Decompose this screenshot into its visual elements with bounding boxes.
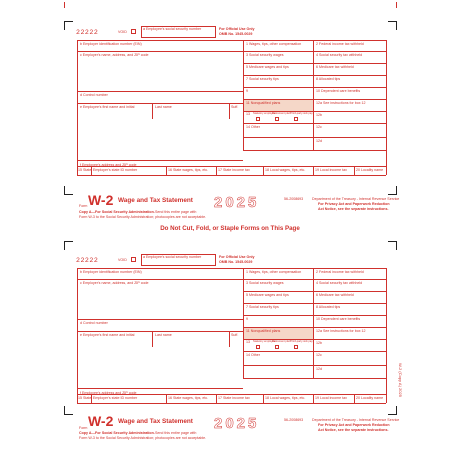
copy-a-label: Copy A—For Social Security Administration.: [79, 210, 155, 214]
grid-line: [77, 319, 243, 320]
privacy-notice: For Privacy Act and Paperwork Reduction: [318, 202, 390, 206]
grid-line: [216, 394, 217, 403]
box11-label: 11 Nonqualified plans: [246, 329, 281, 333]
void-checkbox[interactable]: [131, 257, 136, 262]
form-title: Wage and Tax Statement: [118, 418, 193, 425]
employee-last-name-label: Last name: [155, 333, 172, 337]
catalog-number: 56-2008693: [284, 418, 304, 422]
official-use-label: For Official Use Only: [219, 255, 255, 259]
copy-a-instructions: Form W-3 to the Social Security Administration; photocopies are not acceptable.: [79, 436, 207, 440]
box12a-label: 12a See instructions for box 12: [316, 329, 366, 333]
grid-line: [229, 331, 230, 347]
tax-year: 2025: [214, 194, 260, 211]
void-label: VOID: [118, 258, 127, 262]
do-not-cut-notice: Do Not Cut, Fold, or Staple Forms on This Page: [160, 225, 300, 232]
box12a-label: 12a See instructions for box 12: [316, 101, 366, 105]
copy-a-send: Send this entire page with: [155, 431, 197, 435]
box10-label: 10 Dependent care benefits: [316, 317, 361, 321]
w2-form-top: [0, 0, 460, 225]
employer-label: c Employer's name, address, and ZIP code: [80, 53, 149, 57]
box13-label: 13: [246, 112, 250, 116]
grid-line: [313, 268, 314, 378]
box11-label: 11 Nonqualified plans: [246, 101, 281, 105]
grid-line: [166, 394, 167, 403]
grid-line: [243, 268, 244, 378]
statutory-employee-label: Statutory employee: [253, 340, 276, 343]
box1-label: 1 Wages, tips, other compensation: [246, 42, 302, 46]
ssn-label: a Employee's social security number: [143, 255, 202, 259]
box12b-label: 12b: [316, 341, 322, 345]
state-id-label: Employer's state ID number: [93, 168, 138, 172]
grid-line: [216, 166, 217, 175]
box8-label: 8 Allocated tips: [316, 77, 341, 81]
grid-line: [77, 268, 386, 269]
box3-label: 3 Social security wages: [246, 281, 284, 285]
grid-line: [243, 378, 386, 379]
grid-line: [243, 365, 386, 366]
grid-line: [354, 166, 355, 175]
form-code: 22222: [76, 257, 99, 264]
grid-line: [243, 303, 386, 304]
box8-label: 8 Allocated tips: [316, 305, 341, 309]
crop-mark: [64, 186, 73, 195]
statutory-employee-checkbox[interactable]: [256, 345, 260, 349]
void-label: VOID: [118, 30, 127, 34]
crop-mark: [388, 186, 397, 195]
tax-year: 2025: [214, 415, 260, 432]
ein-label: b Employer identification number (EIN): [80, 270, 142, 274]
box18-label: 18 Local wages, tips, etc.: [265, 168, 306, 172]
box4-label: 4 Social security tax withheld: [316, 53, 363, 57]
grid-line: [386, 268, 387, 403]
grid-line: [77, 394, 386, 395]
grid-line: [313, 166, 314, 175]
retirement-plan-label: Retirement plan: [272, 340, 291, 343]
box12c-label: 12c: [316, 353, 322, 357]
box12b-label: 12b: [316, 113, 322, 117]
box20-label: 20 Locality name: [356, 396, 384, 400]
box7-label: 7 Social security tips: [246, 305, 279, 309]
grid-line: [243, 351, 386, 352]
copy-a-send: Send this entire page with: [155, 210, 197, 214]
grid-line: [77, 331, 243, 332]
third-party-sick-pay-checkbox[interactable]: [294, 117, 298, 121]
official-use-label: For Official Use Only: [219, 27, 255, 31]
state-id-label: Employer's state ID number: [93, 396, 138, 400]
grid-line: [243, 150, 386, 151]
employer-field[interactable]: [77, 51, 243, 91]
grid-line: [243, 40, 244, 150]
grid-line: [77, 268, 78, 403]
statutory-employee-label: Statutory employee: [253, 112, 276, 115]
ssn-label: a Employee's social security number: [143, 27, 202, 31]
third-party-sick-pay-label: Third-party sick pay: [290, 340, 313, 343]
crop-mark: [388, 241, 397, 250]
treasury-label: Department of the Treasury - Internal Revenue Service: [312, 418, 400, 422]
box13-label: 13: [246, 340, 250, 344]
box16-label: 16 State wages, tips, etc.: [168, 396, 209, 400]
copy-a-label: Copy A—For Social Security Administration.: [79, 431, 155, 435]
box19-label: 19 Local income tax: [315, 168, 347, 172]
grid-line: [263, 394, 264, 403]
grid-line: [243, 87, 386, 88]
employee-suffix-label: Suff.: [231, 105, 239, 109]
grid-line: [386, 40, 387, 175]
retirement-plan-checkbox[interactable]: [275, 345, 279, 349]
box18-label: 18 Local wages, tips, etc.: [265, 396, 306, 400]
grid-line: [243, 75, 386, 76]
side-form-code: W-2 (Copy A) 2025: [398, 363, 403, 397]
grid-line: [313, 40, 314, 150]
grid-line: [263, 166, 264, 175]
grid-line: [77, 279, 243, 280]
catalog-number: 56-2008693: [284, 197, 304, 201]
box20-label: 20 Locality name: [356, 168, 384, 172]
crop-mark: [64, 241, 73, 250]
box17-label: 17 State income tax: [218, 168, 250, 172]
form-number: W-2: [88, 192, 114, 208]
void-checkbox[interactable]: [131, 29, 136, 34]
form-number: W-2: [88, 413, 114, 429]
box2-label: 2 Federal income tax withheld: [316, 42, 364, 46]
employee-name-field[interactable]: [77, 103, 243, 160]
grid-line: [243, 137, 386, 138]
treasury-label: Department of the Treasury - Internal Revenue Service: [312, 197, 400, 201]
control-number-label: d Control number: [80, 93, 108, 97]
grid-line: [77, 388, 243, 389]
perforation-mark: [64, 2, 65, 8]
employee-address-label: f Employee's address and ZIP code: [80, 391, 137, 395]
form-label: Form: [79, 426, 88, 430]
employee-first-name-label: e Employee's first name and initial: [80, 333, 135, 337]
box4-label: 4 Social security tax withheld: [316, 281, 363, 285]
grid-line: [77, 166, 386, 167]
employee-address-label: f Employee's address and ZIP code: [80, 163, 137, 167]
copy-a-instructions: Form W-3 to the Social Security Administration; photocopies are not acceptable.: [79, 215, 207, 219]
grid-line: [243, 123, 386, 124]
control-number-field[interactable]: [77, 91, 243, 103]
statutory-employee-checkbox[interactable]: [256, 117, 260, 121]
crop-mark: [64, 406, 73, 415]
grid-line: [354, 394, 355, 403]
privacy-notice-2: Act Notice, see the separate instructions.: [318, 428, 389, 432]
box10-label: 10 Dependent care benefits: [316, 89, 361, 93]
grid-line: [152, 331, 153, 347]
privacy-notice: For Privacy Act and Paperwork Reduction: [318, 423, 390, 427]
box1-label: 1 Wages, tips, other compensation: [246, 270, 302, 274]
crop-mark: [388, 21, 397, 30]
grid-line: [243, 51, 386, 52]
ein-label: b Employer identification number (EIN): [80, 42, 142, 46]
omb-number: OMB No. 1545-0029: [219, 260, 253, 264]
form-title: Wage and Tax Statement: [118, 197, 193, 204]
grid-line: [243, 291, 386, 292]
box2-label: 2 Federal income tax withheld: [316, 270, 364, 274]
retirement-plan-checkbox[interactable]: [275, 117, 279, 121]
privacy-notice-2: Act Notice, see the separate instructions.: [318, 207, 389, 211]
box3-label: 3 Social security wages: [246, 53, 284, 57]
crop-mark: [388, 406, 397, 415]
employee-last-name-label: Last name: [155, 105, 172, 109]
form-label: Form: [79, 204, 88, 208]
box7-label: 7 Social security tips: [246, 77, 279, 81]
grid-line: [77, 160, 243, 161]
box12c-label: 12c: [316, 125, 322, 129]
box5-label: 5 Medicare wages and tips: [246, 65, 289, 69]
grid-line: [166, 166, 167, 175]
box19-label: 19 Local income tax: [315, 396, 347, 400]
employee-first-name-label: e Employee's first name and initial: [80, 105, 135, 109]
box15-label: 15 State: [78, 396, 92, 400]
w2-form-bottom: [0, 233, 460, 460]
box12d-label: 12d: [316, 367, 322, 371]
omb-number: OMB No. 1545-0029: [219, 32, 253, 36]
ein-field[interactable]: [77, 40, 243, 51]
box14-label: 14 Other: [246, 125, 260, 129]
grid-line: [243, 63, 386, 64]
grid-line: [77, 175, 386, 176]
grid-line: [77, 403, 386, 404]
box9-label: 9: [246, 89, 248, 93]
box14-label: 14 Other: [246, 353, 260, 357]
employer-label: c Employer's name, address, and ZIP code: [80, 281, 149, 285]
box5-label: 5 Medicare wages and tips: [246, 293, 289, 297]
grid-line: [313, 394, 314, 403]
third-party-sick-pay-label: Third-party sick pay: [290, 112, 313, 115]
third-party-sick-pay-checkbox[interactable]: [294, 345, 298, 349]
grid-line: [243, 279, 386, 280]
box6-label: 6 Medicare tax withheld: [316, 65, 354, 69]
grid-line: [243, 315, 386, 316]
box15-label: 15 State: [78, 168, 92, 172]
box9-label: 9: [246, 317, 248, 321]
retirement-plan-label: Retirement plan: [272, 112, 291, 115]
form-code: 22222: [76, 29, 99, 36]
box12d-label: 12d: [316, 139, 322, 143]
box6-label: 6 Medicare tax withheld: [316, 293, 354, 297]
employee-suffix-label: Suff.: [231, 333, 239, 337]
box16-label: 16 State wages, tips, etc.: [168, 168, 209, 172]
perforation-mark: [396, 2, 397, 8]
crop-mark: [64, 21, 73, 30]
box17-label: 17 State income tax: [218, 396, 250, 400]
control-number-label: d Control number: [80, 321, 108, 325]
